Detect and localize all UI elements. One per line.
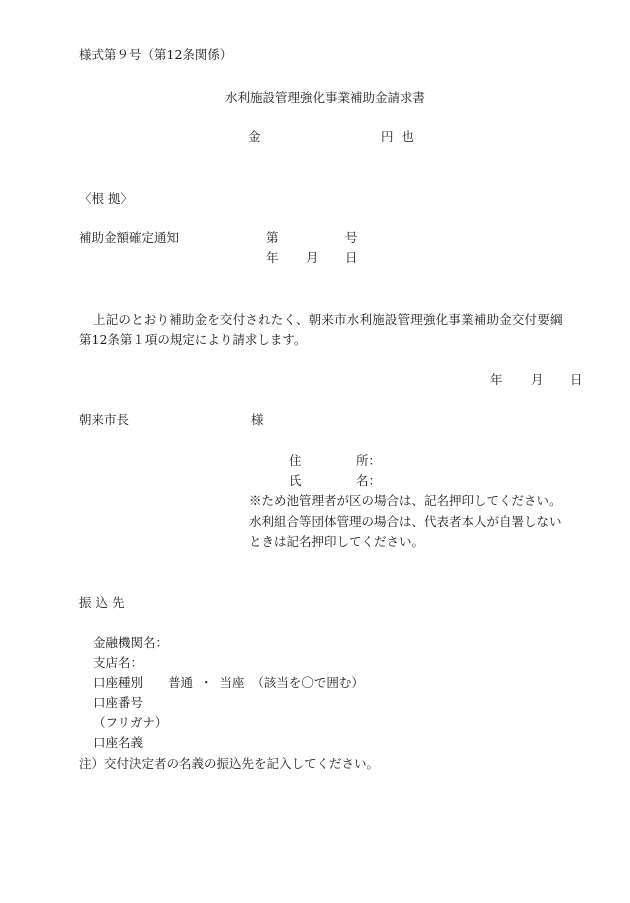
account-name-label: 口座名義: [93, 735, 144, 750]
amount-suffix: 円 也: [381, 129, 414, 144]
bank-label: 金融機関名：: [93, 635, 169, 650]
account-type-label: 口座種別: [93, 675, 144, 690]
applicant-note-2a: 水利組合等団体管理の場合は、代表者本人が自署しない: [249, 514, 562, 529]
transfer-heading: 振 込 先: [79, 595, 125, 610]
document-title: 水利施設管理強化事業補助金請求書: [225, 90, 426, 105]
account-type-options: 普通 ・ 当座 （該当を〇で囲む）: [168, 675, 364, 690]
notice-date-month: 月: [306, 250, 319, 265]
form-number: 様式第９号（第12条関係）: [79, 47, 233, 62]
address-label-1: 住: [289, 453, 302, 468]
request-date-day: 日: [570, 372, 583, 387]
notice-number-suffix: 号: [345, 230, 358, 245]
body-text-line-1: 上記のとおり補助金を交付されたく、朝来市水利施設管理強化事業補助金交付要綱: [93, 312, 563, 327]
applicant-note-2b: ときは記名押印してください。: [249, 534, 425, 549]
furigana-label: （フリガナ）: [93, 715, 168, 730]
applicant-note-1: ※ため池管理者が区の場合は、記名押印してください。: [249, 493, 562, 508]
body-text-line-2: 第12条第１項の規定により請求します。: [79, 332, 307, 347]
name-label-2: 名：: [356, 473, 382, 488]
request-date-year: 年: [490, 372, 503, 387]
addressee-honorific: 様: [251, 412, 264, 427]
footnote: 注）交付決定者の名義の振込先を記入してください。: [79, 756, 380, 771]
notice-date-day: 日: [345, 250, 358, 265]
name-label-1: 氏: [289, 473, 302, 488]
branch-label: 支店名：: [93, 655, 144, 670]
amount-prefix: 金: [248, 129, 261, 144]
basis-heading: 〈根 拠〉: [79, 191, 133, 206]
notice-label: 補助金額確定通知: [79, 230, 180, 245]
addressee-name: 朝来市長: [79, 412, 130, 427]
account-number-label: 口座番号: [93, 695, 144, 710]
notice-date-year: 年: [266, 250, 279, 265]
request-date-month: 月: [531, 372, 544, 387]
address-label-2: 所：: [356, 453, 382, 468]
notice-number-prefix: 第: [266, 230, 279, 245]
